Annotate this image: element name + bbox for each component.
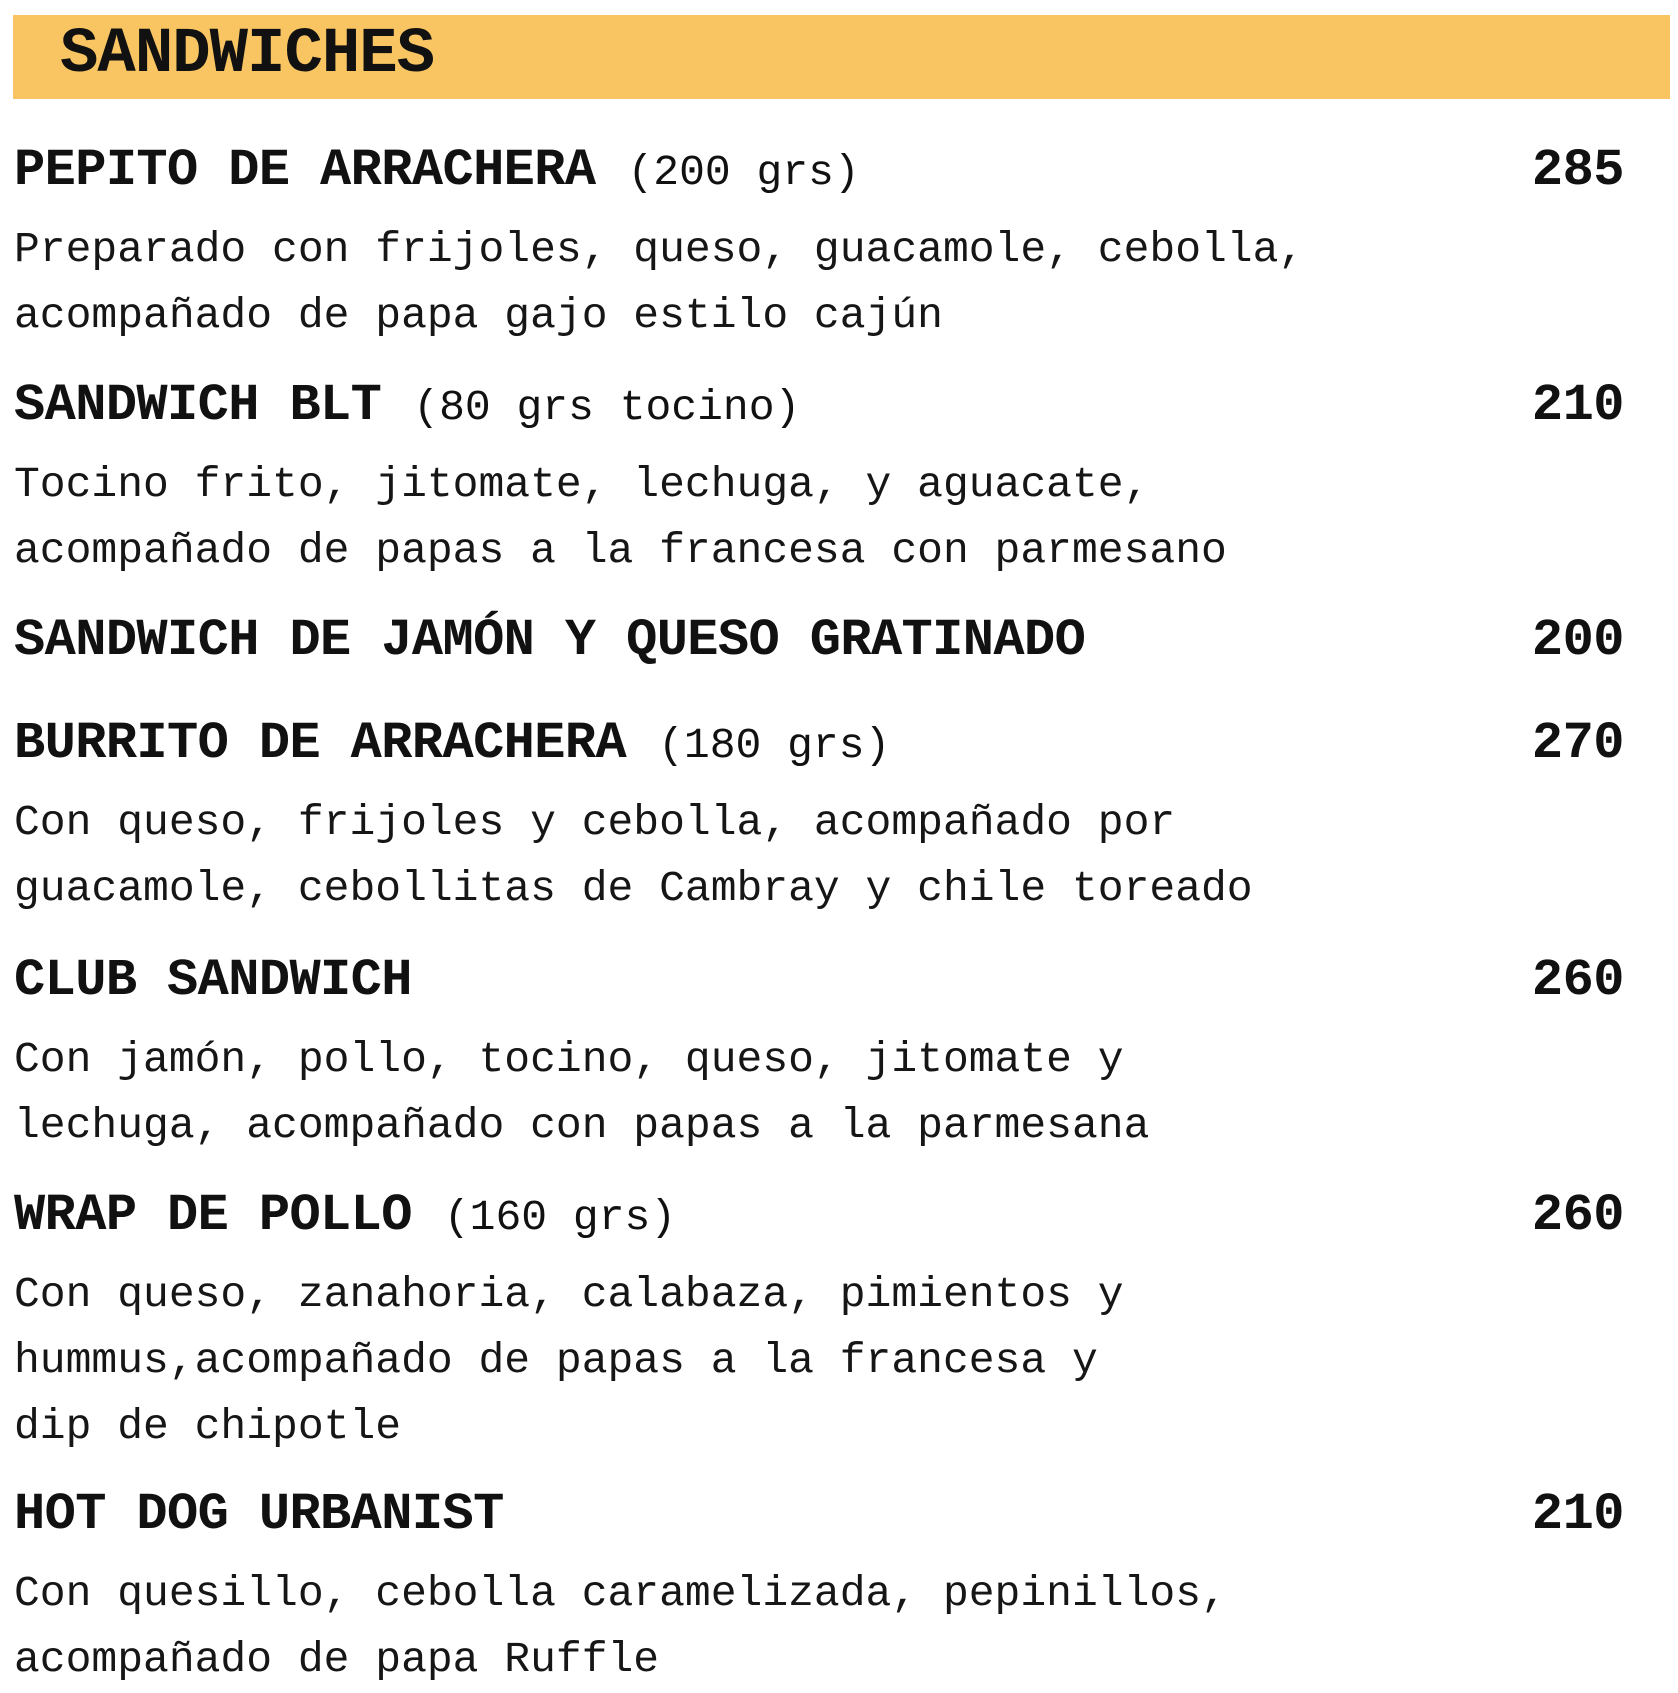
item-name: SANDWICH BLT [14,376,382,435]
item-description: Con jamón, pollo, tocino, queso, jitomate y lechuga, acompañado con papas a la parmesana [14,1035,1150,1150]
item-name: BURRITO DE ARRACHERA [14,714,627,773]
item-description: Tocino frito, jitomate, lechuga, y aguacate, acompañado de papas a la francesa con parmesano [14,460,1227,575]
item-description: Con queso, frijoles y cebolla, acompañado por guacamole, cebollitas de Cambray y chile toreado [14,798,1253,913]
item-description: Con quesillo, cebolla caramelizada, pepinillos, acompañado de papa Ruffle [14,1569,1227,1684]
item-weight: (80 grs tocino) [413,383,801,432]
item-price: 260 [1531,951,1624,1010]
item-name: PEPITO DE ARRACHERA [14,141,596,200]
item-description: Preparado con frijoles, queso, guacamole, cebolla, acompañado de papa gajo estilo cajún [14,225,1305,340]
item-weight: (160 grs) [443,1193,677,1242]
item-weight: (180 grs) [658,721,891,770]
item-price: 285 [1531,141,1624,200]
section-header [13,15,1670,99]
item-price: 200 [1531,611,1624,670]
item-price: 260 [1531,1186,1624,1245]
item-name: HOT DOG URBANIST [14,1485,504,1544]
item-price: 210 [1531,376,1624,435]
item-name: SANDWICH DE JAMÓN Y QUESO GRATINADO [14,611,1086,670]
item-name: WRAP DE POLLO [14,1186,412,1245]
item-description: Con queso, zanahoria, calabaza, pimientos y hummus,acompañado de papas a la francesa y dip de chipotle [14,1270,1124,1451]
item-price: 210 [1531,1485,1624,1544]
item-weight: (200 grs) [627,148,860,197]
item-price: 270 [1531,714,1624,773]
item-name: CLUB SANDWICH [14,951,412,1010]
section-title: SANDWICHES [60,19,435,91]
